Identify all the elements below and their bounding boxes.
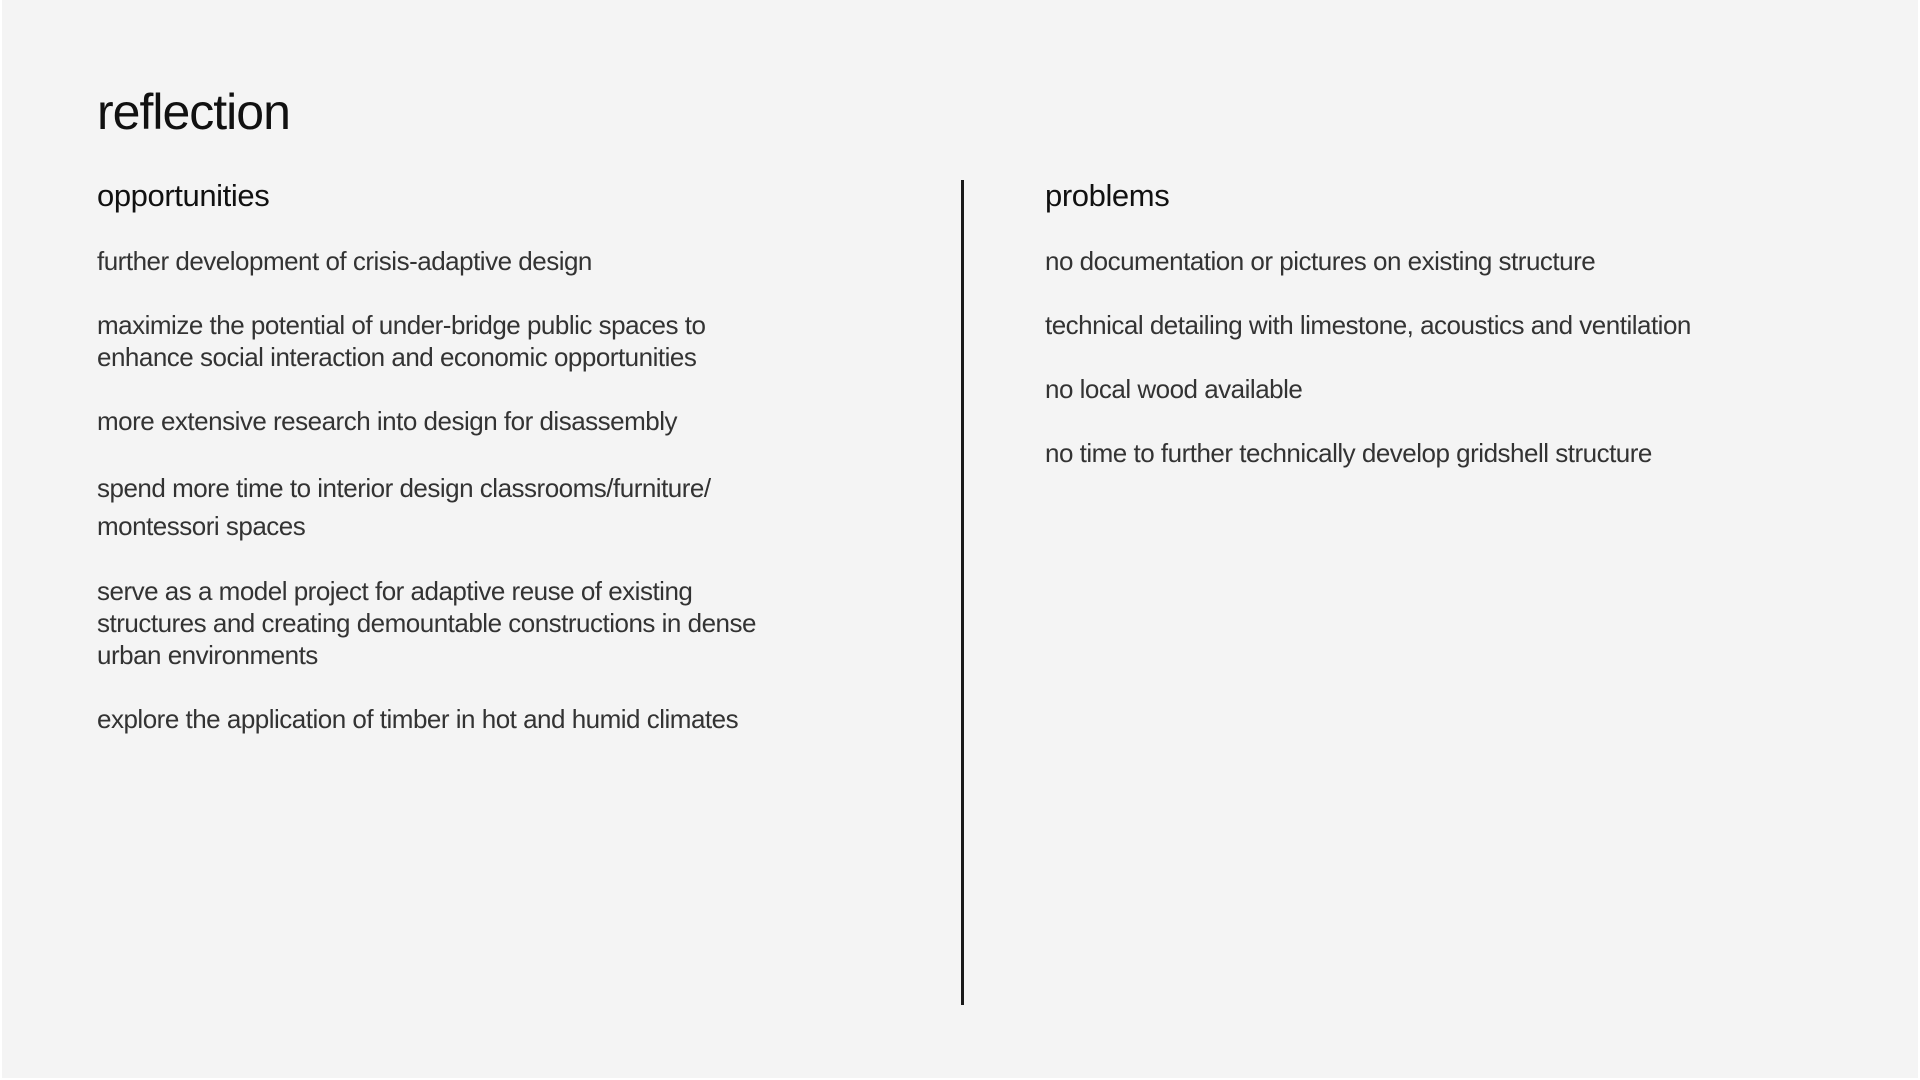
- opportunities-column: [97, 175, 857, 734]
- problem-item: technical detailing with limestone, acoustics and ventilation: [1045, 310, 1691, 340]
- opportunity-item: explore the application of timber in hot and humid climates: [97, 704, 739, 734]
- problems-list: [1045, 245, 1805, 501]
- problems-column: [1045, 175, 1805, 468]
- problem-item: no time to further technically develop gridshell structure: [1045, 438, 1652, 468]
- opportunity-item: more extensive research into design for disassembly: [97, 406, 678, 436]
- opportunity-item: spend more time to interior design classrooms/furniture/ montessori spaces: [97, 473, 711, 541]
- page-title: reflection: [97, 84, 290, 140]
- column-divider: [961, 180, 964, 1005]
- opportunity-item: serve as a model project for adaptive reuse of existing structures and creating demountable constructions in dense urban environments: [97, 576, 756, 670]
- opportunities-heading: opportunities: [97, 178, 270, 213]
- problem-item: no local wood available: [1045, 374, 1303, 404]
- opportunity-item: further development of crisis-adaptive design: [97, 246, 592, 276]
- problem-item: no documentation or pictures on existing structure: [1045, 246, 1596, 276]
- opportunity-item: maximize the potential of under-bridge public spaces to enhance social interaction and economic opportunities: [97, 310, 706, 372]
- opportunities-list: [97, 245, 857, 767]
- problems-heading: problems: [1045, 178, 1170, 213]
- slide: [2, 0, 1918, 1078]
